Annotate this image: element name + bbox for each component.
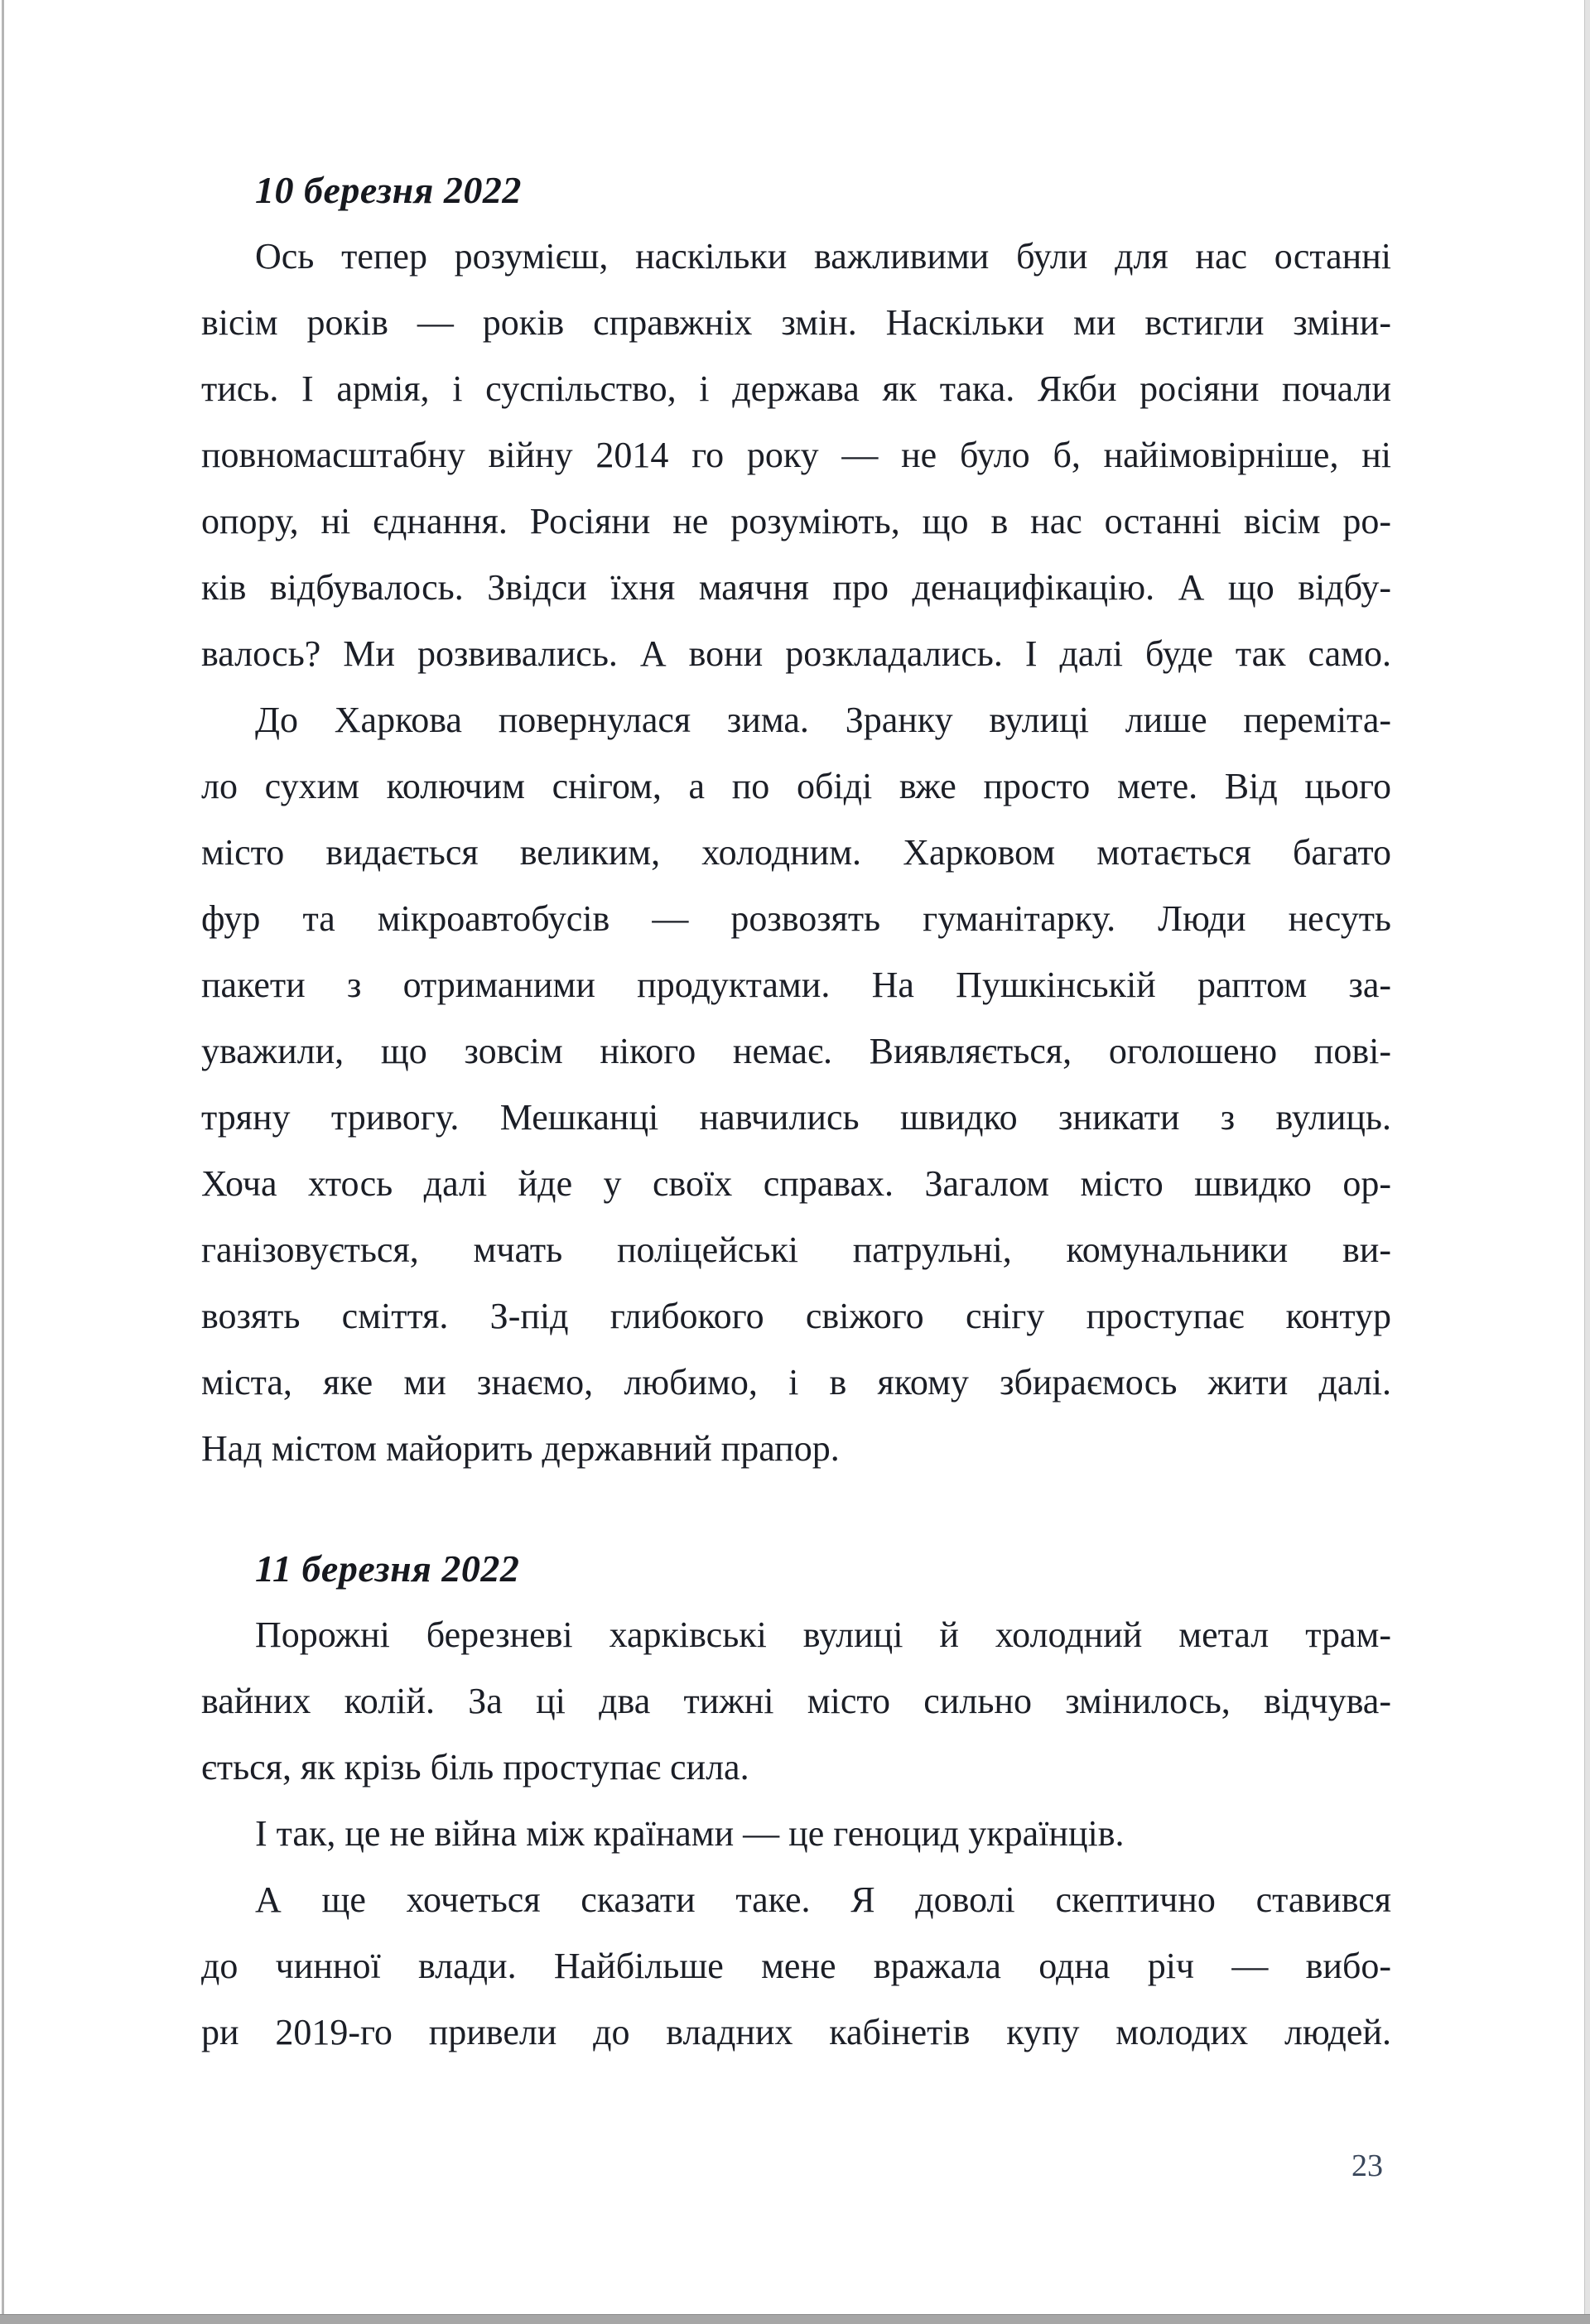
text-line: Над містом майорить державний прапор.	[201, 1428, 840, 1469]
text-line: валось? Ми розвивались. А вони розкладались. І далі буде так само.	[201, 633, 1391, 674]
text-block	[201, 157, 1391, 2066]
text-line: місто видається великим, холодним. Харковом мотається багато	[201, 832, 1391, 873]
page-number: 23	[1352, 2148, 1383, 2183]
text-line: вісім років — років справжніх змін. Наскільки ми встигли зміни-	[201, 302, 1391, 343]
text-line: ків відбувалось. Звідси їхня маячня про денацифікацію. А що відбу-	[201, 567, 1391, 608]
text-line: пакети з отриманими продуктами. На Пушкінській раптом за-	[201, 965, 1391, 1005]
text-line: Ось тепер розумієш, наскільки важливими були для нас останні	[255, 236, 1391, 277]
text-line: вайних колій. За ці два тижні місто сильно змінилось, відчува-	[201, 1681, 1391, 1721]
text-line: тряну тривогу. Мешканці навчились швидко зникати з вулиць.	[201, 1097, 1391, 1138]
entry-date-heading: 10 березня 2022	[255, 169, 522, 211]
text-line: І так, це не війна між країнами — це геноцид українців.	[255, 1813, 1125, 1854]
text-line: ри 2019-го привели до владних кабінетів купу молодих людей.	[201, 2012, 1391, 2052]
text-line: возять сміття. З-під глибокого свіжого снігу проступає контур	[201, 1296, 1391, 1336]
text-line: тись. І армія, і суспільство, і держава як така. Якби росіяни почали	[201, 368, 1391, 409]
text-line: уважили, що зовсім нікого немає. Виявляється, оголошено пові-	[201, 1031, 1391, 1071]
text-line: ганізовується, мчать поліцейські патрульні, комунальники ви-	[201, 1229, 1391, 1270]
page-right-edge-strip	[1584, 0, 1590, 2316]
text-line: фур та мікроавтобусів — розвозять гуманітарку. Люди несуть	[201, 898, 1391, 939]
text-line: опору, ні єднання. Росіяни не розуміють, що в нас останні вісім ро-	[201, 501, 1391, 541]
page-left-edge-line	[2, 0, 4, 2316]
text-line: А ще хочеться сказати таке. Я доволі скептично ставився	[255, 1879, 1391, 1920]
text-line: Хоча хтось далі йде у своїх справах. Загалом місто швидко ор-	[201, 1163, 1391, 1204]
text-line: ло сухим колючим снігом, а по обіді вже просто мете. Від цього	[201, 766, 1391, 806]
text-line: ється, як крізь біль проступає сила.	[201, 1747, 749, 1788]
entry-date-heading: 11 березня 2022	[255, 1547, 520, 1590]
bottom-edge-bar	[0, 2314, 1590, 2324]
text-line: міста, яке ми знаємо, любимо, і в якому збираємось жити далі.	[201, 1362, 1391, 1403]
text-line: повномасштабну війну 2014 го року — не було б, найімовірніше, ні	[201, 435, 1391, 475]
text-line: До Харкова повернулася зима. Зранку вулиці лише переміта-	[255, 700, 1391, 740]
text-line: до чинної влади. Найбільше мене вражала одна річ — вибо-	[201, 1946, 1391, 1986]
text-line: Порожні березневі харківські вулиці й холодний метал трам-	[255, 1614, 1391, 1655]
